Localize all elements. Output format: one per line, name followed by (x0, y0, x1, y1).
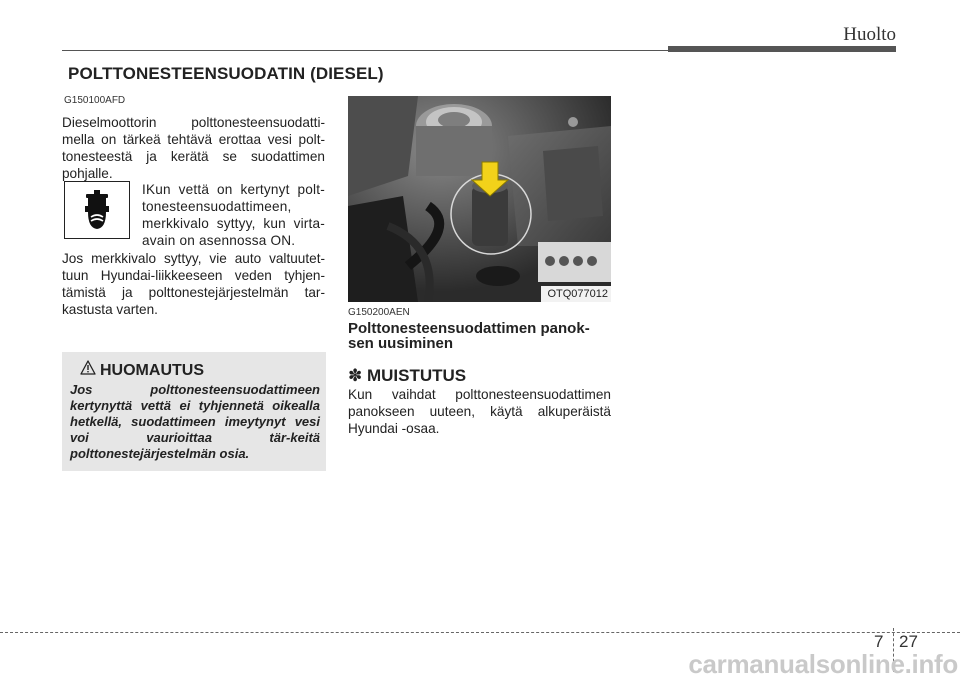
followup-paragraph: Jos merkkivalo syttyy, vie auto valtuutet-tuun Hyundai-liikkeeseen veden tyhjen-tämistä ja polttonestejärjestelmän tar-kastusta varten. (62, 251, 325, 317)
note-text: Kun vaihdat polttonesteensuodattimen panokseen uuteen, käytä alkuperäistä Hyundai -osaa. (348, 387, 611, 436)
watermark: carmanualsonline.info (688, 649, 958, 679)
section-title: Huolto (843, 24, 896, 45)
warning-light-description: IKun vettä on kertynyt polt-tonesteensuodattimeen, merkkivalo syttyy, kun virta-avain on asennossa ON. (142, 182, 325, 248)
photo-caption: OTQ077012 (541, 286, 611, 302)
section-code: G150100AFD (64, 95, 126, 106)
footer-dashed-rule (0, 632, 960, 633)
chapter-number: 7 (874, 632, 884, 651)
section-code-2: G150200AEN (348, 307, 410, 318)
caution-title: HUOMAUTUS (100, 362, 204, 379)
page-heading: POLTTONESTEENSUODATIN (DIESEL) (68, 64, 384, 83)
header-rule-accent (668, 46, 896, 52)
fuel-filter-warning-icon (64, 181, 130, 239)
note-title: ✽ MUISTUTUS (348, 366, 467, 385)
warning-triangle-icon (80, 360, 96, 380)
intro-paragraph: Dieselmoottorin polttonesteensuodatti-mella on tärkeä tehtävä erottaa vesi polt-tonesteestä ja kerätä se suodattimen pohjalle. (62, 115, 325, 181)
engine-bay-photo (348, 96, 611, 302)
caution-text: Jos polttonesteensuodattimeen kertynyttä vettä ei tyhjennetä oikealla hetkellä, suodattimeen imeytynyt vesi voi vaurioittaa tär-keitä polttonestejärjestelmän osia. (70, 382, 320, 461)
page-number: 27 (899, 632, 918, 651)
header-rule (62, 50, 668, 51)
subheading: Polttonesteensuodattimen panok-sen uusiminen (348, 320, 590, 352)
